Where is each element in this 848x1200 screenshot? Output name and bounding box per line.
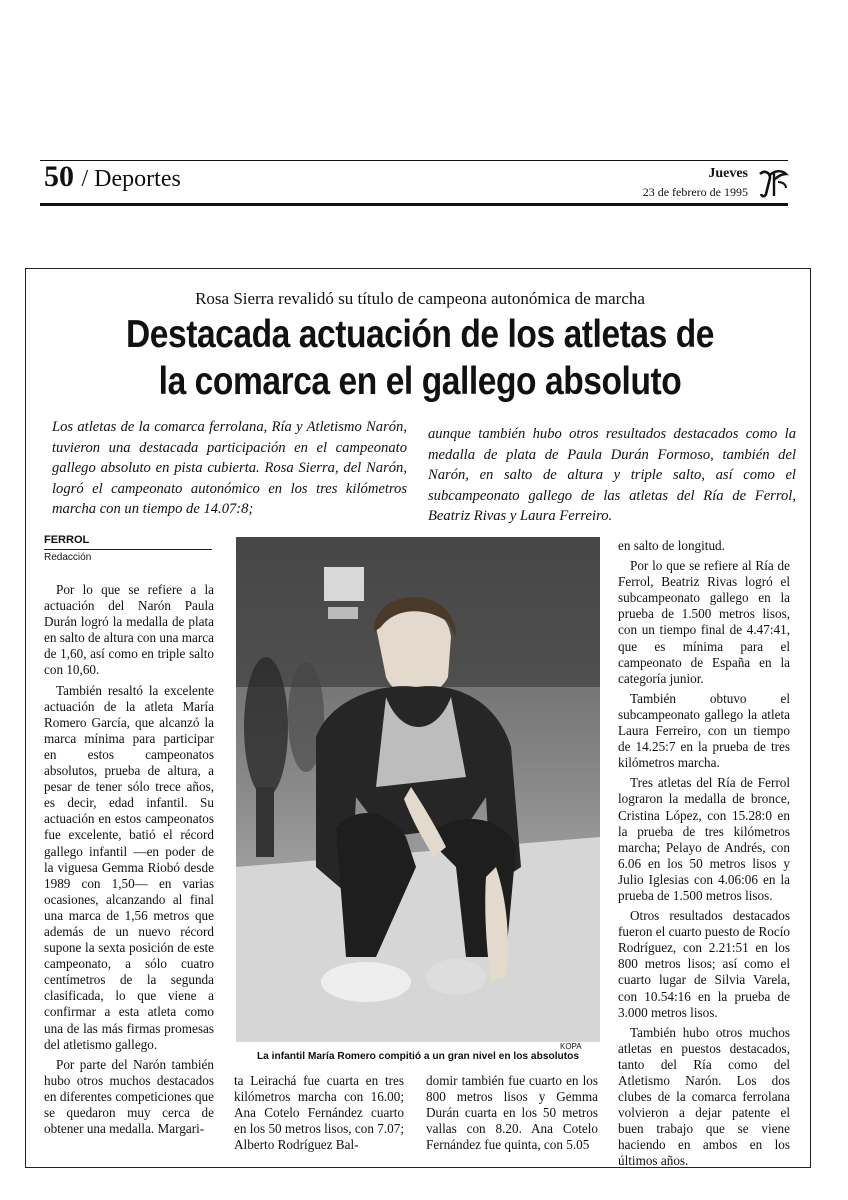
byline-place: FERROL <box>44 534 90 546</box>
body-column-2 <box>234 1073 404 1157</box>
byline-source: Redacción <box>44 552 92 563</box>
header-bottom-rule <box>40 203 788 206</box>
body-paragraph: en salto de longitud. <box>618 538 725 553</box>
headline-line-1: Destacada actuación de los atletas de <box>125 313 715 356</box>
body-paragraph: Por lo que se refiere a la actuación del Narón Paula Durán logró la medalla de plata en salto de altura con una marca de 1,60, así como en triple salto con 10,60. <box>44 582 214 678</box>
body-paragraph: Otros resultados destacados fueron el cuarto puesto de Rocío Rodríguez, con 2.21:51 en los 800 metros lisos; así como el cuarto lugar de Silvia Varela, con 10.54:16 en la prueba de 3.000 metros lisos. <box>618 908 790 1020</box>
page-number-section <box>44 160 181 196</box>
newspaper-logo-icon <box>756 166 790 200</box>
article-headline <box>93 311 747 405</box>
section-name: / Deportes <box>81 166 181 192</box>
body-paragraph: También hubo otros muchos atletas en puestos destacados, tanto del Ría como del Atletismo Narón. Los dos clubes de la comarca ferrolana volvieron a dejar patente el buen trabajo que se viene haciendo en ambos en los últimos años. <box>618 1024 790 1169</box>
article-kicker: Rosa Sierra revalidó su título de campeona autonómica de marcha <box>195 289 645 308</box>
body-paragraph: ta Leirachá fue cuarta en tres kilómetros marcha con 16.00; Ana Cotelo Fernández cuarto en los 50 metros lisos, con 7.07; Alberto Rodríguez Bal- <box>234 1073 404 1153</box>
body-paragraph: Por parte del Narón también hubo otros muchos destacados en diferentes competiciones que se quedaron muy cerca de obtener una medalla. Margari- <box>44 1056 214 1137</box>
body-paragraph: También resaltó la excelente actuación de la atleta María Romero García, que alcanzó la marca mínima para participar en estos campeonatos absolutos, prueba de altura, a pesar de tener sólo trece años, es decir, edad infantil. Su actuación en estos campeonatos fue excelente, batió el récord gallego infantil —en poder de la viguesa Gemma Riobó desde 1989 con 1,50— en varias ocasiones, alcanzando al final una marca de 1,56 metros que además de un nuevo récord supone la sexta posición de este campeonato, a sólo cuatro centímetros de la segunda clasificada, lo que viene a confirmar a esta atleta como una de las más firmas promesas del atletismo gallego. <box>44 682 214 1052</box>
photo-caption: La infantil María Romero compitió a un gran nivel en los absolutos <box>256 1051 580 1062</box>
lead-paragraph-left: Los atletas de la comarca ferrolana, Ría y Atletismo Narón, tuvieron una destacada participación en el campeonato gallego absoluto en pista cubierta. Rosa Sierra, del Narón, logró el campeonato autonómico en los tres kilómetros marcha con un tiempo de 14.07:8; <box>52 419 407 517</box>
header-date: 23 de febrero de 1995 <box>642 185 748 199</box>
headline-line-2: la comarca en el gallego absoluto <box>158 360 682 403</box>
photo-credit: KOPA <box>560 1042 582 1051</box>
body-column-1 <box>44 582 214 1141</box>
page-number: 50 <box>44 160 74 193</box>
body-paragraph: También obtuvo el subcampeonato gallego la atleta Laura Ferreiro, con un tiempo de 14.25:7 en la prueba de tres kilómetros marcha. <box>618 690 790 771</box>
athlete-photo-illustration <box>236 537 600 1042</box>
body-paragraph: Por lo que se refiere al Ría de Ferrol, Beatriz Rivas logró el subcampeonato gallego en la prueba de 1.500 metros lisos, con un tiempo final de 4.47:41, que es mínima para el campeonato de España en la categoría junior. <box>618 558 790 686</box>
athlete-photo <box>236 537 600 1042</box>
body-paragraph: domir también fue cuarto en los 800 metros lisos y Gemma Durán cuarta en los 50 metros vallas con 8.20. Ana Cotelo Fernández fue quinta, con 5.05 <box>426 1073 598 1153</box>
body-paragraph: Tres atletas del Ría de Ferrol lograron la medalla de bronce, Cristina López, con 15.28:0 en la prueba de tres kilómetros marcha; Pelayo de Andrés, con 6.06 en los 50 metros lisos y Julio Iglesias con 4.06:06 en la prueba de 1.500 metros lisos. <box>618 775 790 903</box>
body-column-4 <box>618 538 790 1174</box>
byline-rule <box>44 549 212 550</box>
body-column-3 <box>426 1073 598 1157</box>
header-day: Jueves <box>708 166 748 181</box>
lead-paragraph-right: aunque también hubo otros resultados destacados como la medalla de plata de Paula Durán Formoso, también del Narón, en salto de altura y triple salto, así como el subcampeonato gallego de las atletas del Ría de Ferrol, Beatriz Rivas y Laura Ferreiro. <box>428 426 796 524</box>
